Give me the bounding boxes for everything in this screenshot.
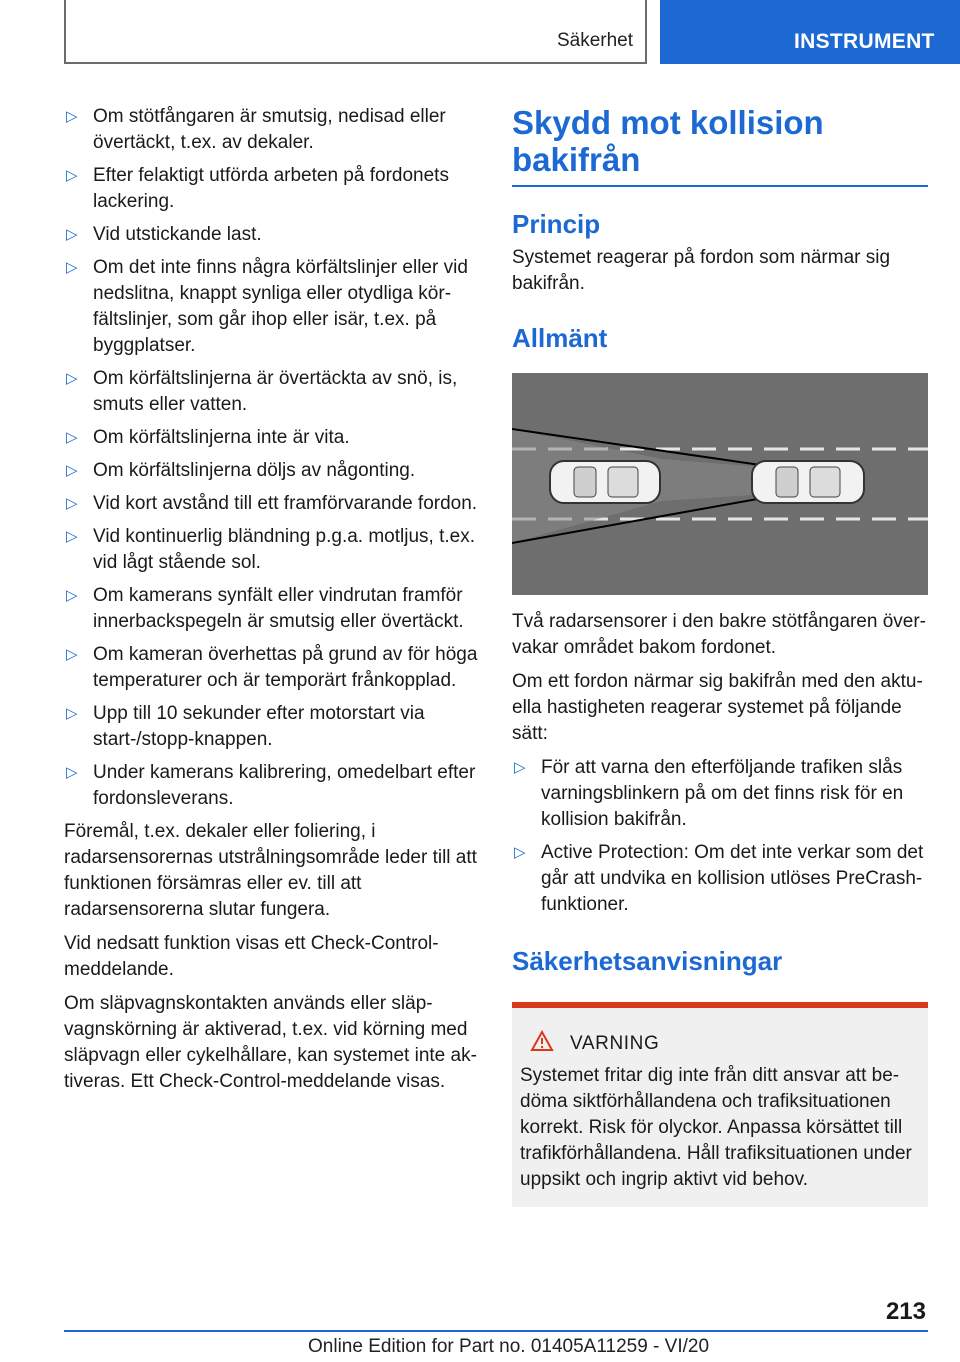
general-heading: Allmänt — [512, 323, 608, 353]
triangle-right-icon: ▷ — [66, 370, 78, 387]
principle-text: Systemet reagerar på fordon som närmar sig bakifrån. — [512, 247, 891, 294]
warning-label: VARNING — [570, 1032, 660, 1054]
list-item: ▷ Om körfältslinjerna inte är vita. — [64, 425, 478, 451]
list-item: ▷ Om kamerans synfält eller vindrutan framför innerbackspegeln är smutsig eller övertäckt. — [66, 585, 464, 632]
list-item: ▷ Om stötfångaren är smutsig, nedisad eller övertäckt, t.ex. av dekaler. — [66, 106, 446, 153]
triangle-right-icon: ▷ — [66, 495, 78, 512]
restriction-list — [64, 104, 478, 812]
section-title: Säkerhet — [556, 30, 633, 51]
principle-heading: Princip — [512, 209, 601, 239]
safety-heading: Säkerhetsanvisningar — [512, 946, 783, 976]
triangle-right-icon: ▷ — [66, 226, 78, 243]
footer-divider — [64, 1330, 928, 1332]
triangle-right-icon: ▷ — [66, 528, 78, 545]
triangle-right-icon: ▷ — [66, 764, 78, 781]
right-column — [512, 104, 928, 1207]
radar-illustration — [512, 373, 928, 595]
rear-car-icon — [550, 461, 660, 503]
list-item: ▷ Efter felaktigt utförda arbeten på fordonets lackering. — [66, 165, 449, 212]
chapter-tab[interactable]: INSTRUMENT — [660, 0, 960, 64]
list-item: ▷ Om det inte finns några körfältslinjer eller vid nedslitna, knappt synliga eller otydliga körfältslinjer, som går ihop eller isär, t.ex. på byggplatser. — [66, 257, 468, 356]
warning-triangle-icon — [530, 1030, 554, 1057]
body-paragraph: Två radarsensorer i den bakre stötfångaren övervakar området bakom fordonet. — [512, 611, 926, 658]
edition-text: Online Edition for Part no. 01405A11259 - VI/20 — [308, 1336, 710, 1357]
body-paragraph: Om ett fordon närmar sig bakifrån med den aktuella hastigheten reagerar systemet på följande sätt: — [512, 671, 923, 744]
list-item: ▷ Om körfältslinjerna är övertäckta av snö, is, smuts eller vatten. — [66, 368, 458, 415]
triangle-right-icon: ▷ — [514, 844, 526, 861]
page-number: 213 — [885, 1298, 926, 1325]
triangle-right-icon: ▷ — [66, 167, 78, 184]
triangle-right-icon: ▷ — [66, 705, 78, 722]
list-item: ▷ Om kameran överhettas på grund av för höga temperaturer och är temporärt frånkopplad. — [66, 644, 478, 691]
triangle-right-icon: ▷ — [66, 259, 78, 276]
triangle-right-icon: ▷ — [66, 462, 78, 479]
body-paragraph: Föremål, t.ex. dekaler eller foliering, i radarsensorernas utstrålningsområde leder till att funktionen försämras eller ev. till att radarsensorerna slutar fungera. — [64, 821, 477, 920]
list-item: ▷ Under kamerans kalibrering, omedelbart efter fordonsleverans. — [66, 762, 476, 809]
list-item: ▷ Active Protection: Om det inte verkar som det går att undvika en kollision utlöses PreCrash-funktioner. — [514, 842, 924, 915]
triangle-right-icon: ▷ — [66, 108, 78, 125]
body-paragraph: Vid nedsatt funktion visas ett Check-Control-meddelande. — [64, 933, 439, 980]
header-section-box — [64, 0, 647, 64]
list-item: ▷ Vid kort avstånd till ett framförvarande fordon. — [64, 491, 478, 517]
warning-text: Systemet fritar dig inte från ditt ansvar att bedöma siktförhållandena och trafiksituationen korrekt. Risk för olyckor. Anpassa körsättet till trafikförhållandena. Håll trafiksituationen under uppsikt och ingrip aktivt vid behov. — [520, 1065, 912, 1190]
radar-diagram-svg — [512, 373, 928, 595]
section-heading: Skydd mot kollision bakifrån — [512, 104, 928, 187]
own-car-icon — [752, 461, 864, 503]
triangle-right-icon: ▷ — [514, 759, 526, 776]
left-column — [64, 104, 478, 1103]
list-item: ▷ För att varna den efterföljande trafiken slås varningsblinkern på om det finns risk för en kollision bakifrån. — [514, 757, 904, 830]
list-item: ▷ Vid kontinuerlig bländning p.g.a. motljus, t.ex. vid lågt stående sol. — [66, 526, 475, 573]
list-item: ▷ Upp till 10 sekunder efter motorstart via start-/stopp-knappen. — [66, 703, 425, 750]
triangle-right-icon: ▷ — [66, 587, 78, 604]
body-paragraph: Om släpvagnskontakten används eller släpvagnskörning är aktiverad, t.ex. vid körning med släpvagn eller cykelhållare, kan systemet inte aktiveras. Ett Check-Control-meddelande visas. — [64, 993, 477, 1092]
reaction-list — [512, 755, 928, 918]
warning-box — [512, 1002, 928, 1207]
triangle-right-icon: ▷ — [66, 646, 78, 663]
triangle-right-icon: ▷ — [66, 429, 78, 446]
list-item: ▷ Vid utstickande last. — [64, 222, 478, 248]
list-item: ▷ Om körfältslinjerna döljs av någonting. — [64, 458, 478, 484]
